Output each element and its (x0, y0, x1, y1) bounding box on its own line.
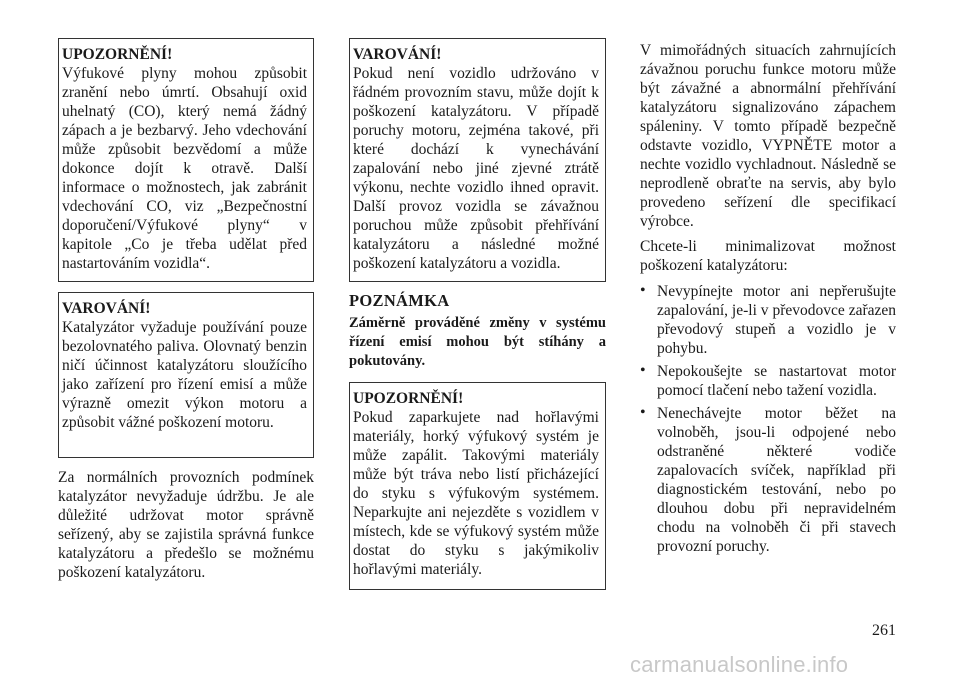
bullet-icon: • (640, 362, 646, 379)
list-item (640, 362, 896, 400)
list-item (640, 404, 896, 556)
caution-text: Pokud zaparkujete nad hořlavými materiály, horký výfukový systém je může zapálit. Takovými materiály může být tráva nebo listí přicházející do styku s výfukovým systémem. Neparkujte ani nejezděte s vozidlem v místech, kde se výfukový systém může dostat do styku s jakýmikoliv hořlavými materiály. (353, 409, 599, 578)
bullet-icon: • (640, 282, 646, 299)
caution-box-exhaust-gas (58, 38, 314, 282)
list-item (640, 282, 896, 358)
minimize-damage-paragraph: Chcete-li minimalizovat možnost poškození katalyzátoru: (640, 238, 896, 274)
warning-box-engine-malfunction (349, 38, 606, 282)
maintenance-paragraph: Za normálních provozních podmínek katalyzátor nevyžaduje údržbu. Je ale důležité udržovat motor správně seřízený, aby se zajistila správná funkce katalyzátoru a předešlo se možnému poškození katalyzátoru. (58, 469, 314, 581)
overheating-paragraph: V mimořádných situacích zahrnujících závažnou poruchu funkce motoru může být závažné a abnormální přehřívání katalyzátoru signalizováno zápachem spáleniny. V tomto případě bezpečně odstavte vozidlo, VYPNĚTE motor a nechte vozidlo vychladnout. Následně se neprodleně obraťte na servis, aby bylo provedeno seřízení dle specifikací výrobce. (640, 42, 896, 230)
bullet-icon: • (640, 404, 646, 421)
list-item-text: Nenechávejte motor běžet na volnoběh, jsou-li odpojené nebo odstraněné některé vodiče zapalovacích svíček, například při diagnostickém testování, nebo po dlouhou dobu při nepravidelném chodu na volnoběh či při stavech provozní poruchy. (657, 405, 896, 555)
caution-title: UPOZORNĚNÍ! (62, 46, 173, 63)
note-heading: POZNÁMKA (349, 291, 450, 310)
warning-text: Pokud není vozidlo udržováno v řádném provozním stavu, může dojít k poškození katalyzátoru. V případě poruchy motoru, zejména takové, při které dochází k vynechávání zapalování nebo jiné zjevné ztrátě výkonu, nechte vozidlo ihned opravit. Další provoz vozidla se závažnou poruchou může způsobit přehřívání katalyzátoru a následné možné poškození katalyzátoru a vozidla. (353, 65, 599, 272)
warning-title: VAROVÁNÍ! (353, 46, 442, 63)
warning-title: VAROVÁNÍ! (62, 300, 151, 317)
list-item-text: Nevypínejte motor ani nepřerušujte zapalování, je-li v převodovce zařazen převodový stupeň a vozidlo je v pohybu. (657, 283, 896, 357)
note-text: Záměrně prováděné změny v systému řízení emisí mohou být stíhány a pokutovány. (349, 315, 606, 369)
caution-box-flammable-materials (349, 382, 606, 590)
warning-box-unleaded-fuel (58, 292, 314, 458)
page-number: 261 (872, 622, 896, 639)
list-item-text: Nepokoušejte se nastartovat motor pomocí tlačení nebo tažení vozidla. (657, 363, 896, 399)
warning-text: Katalyzátor vyžaduje používání pouze bezolovnatého paliva. Olovnatý benzin ničí účinnost katalyzátoru sloužícího jako zařízení pro řízení emisí a může výrazně omezit výkon motoru a způsobit vážné poškození motoru. (62, 319, 307, 431)
precautions-list (640, 282, 896, 560)
caution-text: Výfukové plyny mohou způsobit zranění nebo úmrtí. Obsahují oxid uhelnatý (CO), který nemá žádný zápach a je bezbarvý. Jeho vdechování může způsobit bezvědomí a může dokonce dojít k otravě. Další informace o možnostech, jak zabránit vdechování CO, viz „Bezpečnostní doporučení/Výfukové plyny“ v kapitole „Co je třeba udělat před nastartováním vozidla“. (62, 65, 307, 272)
watermark: carmanualsonline.info (630, 652, 849, 677)
caution-title: UPOZORNĚNÍ! (353, 390, 464, 407)
